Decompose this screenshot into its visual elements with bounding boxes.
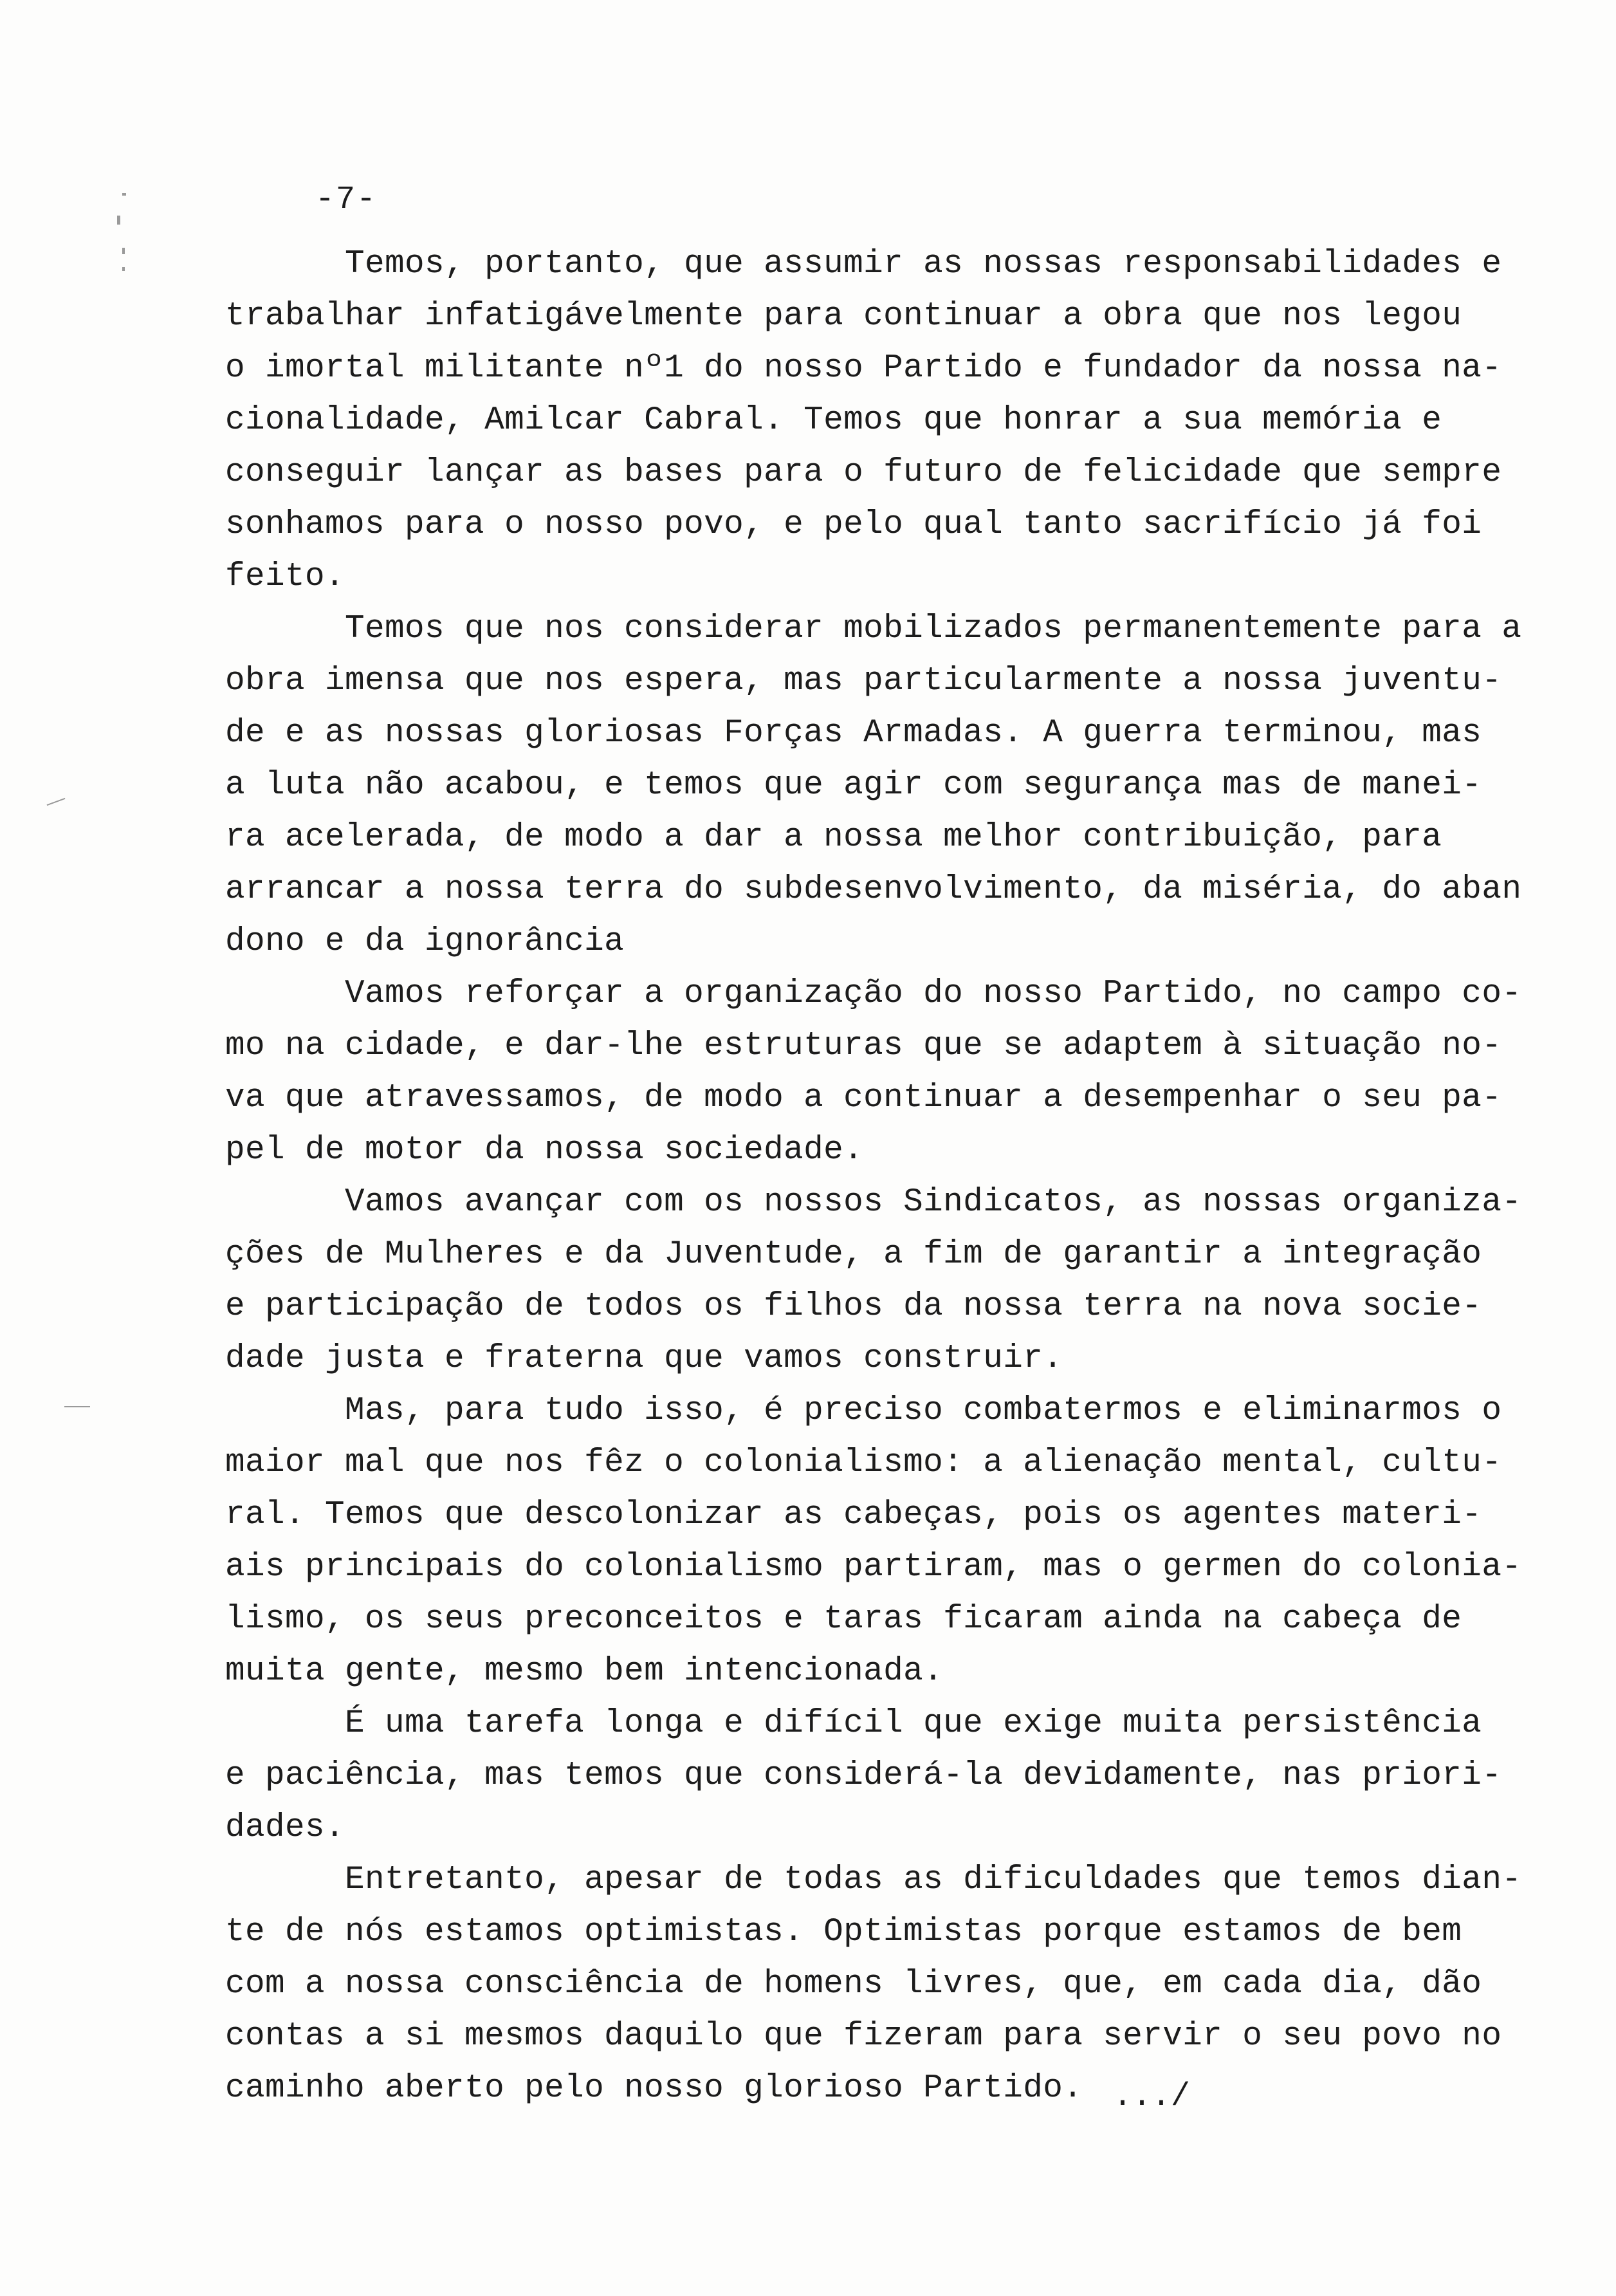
text-line: com a nossa consciência de homens livres, que, em cada dia, dão (225, 1966, 1482, 2003)
text-line: ral. Temos que descolonizar as cabeças, pois os agentes materi- (225, 1497, 1482, 1533)
paragraph (225, 1176, 1522, 1385)
text-line: obra imensa que nos espera, mas particularmente a nossa juventu- (225, 663, 1502, 699)
text-line: lismo, os seus preconceitos e taras ficaram ainda na cabeça de (225, 1601, 1462, 1638)
text-line: cionalidade, Amilcar Cabral. Temos que honrar a sua memória e (225, 402, 1442, 439)
text-line: dades. (225, 1810, 345, 1846)
body-text (225, 238, 1522, 2115)
scan-speck (47, 798, 66, 806)
text-line: e paciência, mas temos que considerá-la devidamente, nas priori- (225, 1757, 1502, 1794)
text-line: Vamos reforçar a organização do nosso Partido, no campo co- (225, 976, 1522, 1012)
text-line: e participação de todos os filhos da nossa terra na nova socie- (225, 1288, 1482, 1325)
text-line: Vamos avançar com os nossos Sindicatos, as nossas organiza- (225, 1184, 1522, 1221)
text-line: mo na cidade, e dar-lhe estruturas que se adaptem à situação no- (225, 1028, 1502, 1064)
text-line: maior mal que nos fêz o colonialismo: a alienação mental, cultu- (225, 1445, 1502, 1481)
scan-speck (122, 248, 125, 254)
paragraph (225, 1698, 1502, 1854)
text-line: ais principais do colonialismo partiram, mas o germen do colonia- (225, 1549, 1522, 1586)
text-line: feito. (225, 559, 345, 595)
text-line: a luta não acabou, e temos que agir com segurança mas de manei- (225, 767, 1482, 804)
paragraph (225, 603, 1522, 968)
text-line: de e as nossas gloriosas Forças Armadas. A guerra terminou, mas (225, 715, 1482, 752)
text-line: dono e da ignorância (225, 923, 625, 960)
page-number: -7- (315, 181, 378, 218)
text-line: dade justa e fraterna que vamos construir. (225, 1340, 1063, 1377)
text-line: ções de Mulheres e da Juventude, a fim de garantir a integração (225, 1236, 1482, 1273)
text-line: pel de motor da nossa sociedade. (225, 1132, 864, 1169)
text-line: trabalhar infatigávelmente para continuar a obra que nos legou (225, 298, 1462, 335)
text-line: conseguir lançar as bases para o futuro de felicidade que sempre (225, 454, 1502, 491)
paragraph (225, 1854, 1522, 2115)
text-line: arrancar a nossa terra do subdesenvolvimento, da miséria, do aban (225, 871, 1522, 908)
text-line: Mas, para tudo isso, é preciso combatermos e eliminarmos o (225, 1393, 1502, 1429)
text-line: Temos, portanto, que assumir as nossas responsabilidades e (225, 246, 1502, 282)
paragraph (225, 238, 1502, 603)
text-line: muita gente, mesmo bem intencionada. (225, 1653, 944, 1690)
scan-speck (122, 193, 126, 196)
text-line: Entretanto, apesar de todas as dificuldades que temos dian- (225, 1862, 1522, 1898)
text-line: va que atravessamos, de modo a continuar a desempenhar o seu pa- (225, 1080, 1502, 1116)
text-line: ra acelerada, de modo a dar a nossa melhor contribuição, para (225, 819, 1442, 856)
text-line: Temos que nos considerar mobilizados permanentemente para a (225, 611, 1522, 647)
text-line: te de nós estamos optimistas. Optimistas porque estamos de bem (225, 1914, 1462, 1950)
scan-speck (117, 216, 120, 225)
scan-speck (122, 267, 125, 271)
paragraph (225, 968, 1522, 1176)
text-line: contas a si mesmos daquilo que fizeram para servir o seu povo no (225, 2018, 1502, 2055)
text-line: sonhamos para o nosso povo, e pelo qual tanto sacrifício já foi (225, 506, 1482, 543)
text-line: caminho aberto pelo nosso glorioso Partido. (225, 2070, 1083, 2107)
scan-speck (64, 1406, 90, 1407)
text-line: o imortal militante nº1 do nosso Partido e fundador da nossa na- (225, 350, 1502, 387)
text-line: É uma tarefa longa e difícil que exige muita persistência (225, 1705, 1482, 1742)
continuation-mark: .../ (1113, 2078, 1191, 2115)
paragraph (225, 1385, 1522, 1698)
